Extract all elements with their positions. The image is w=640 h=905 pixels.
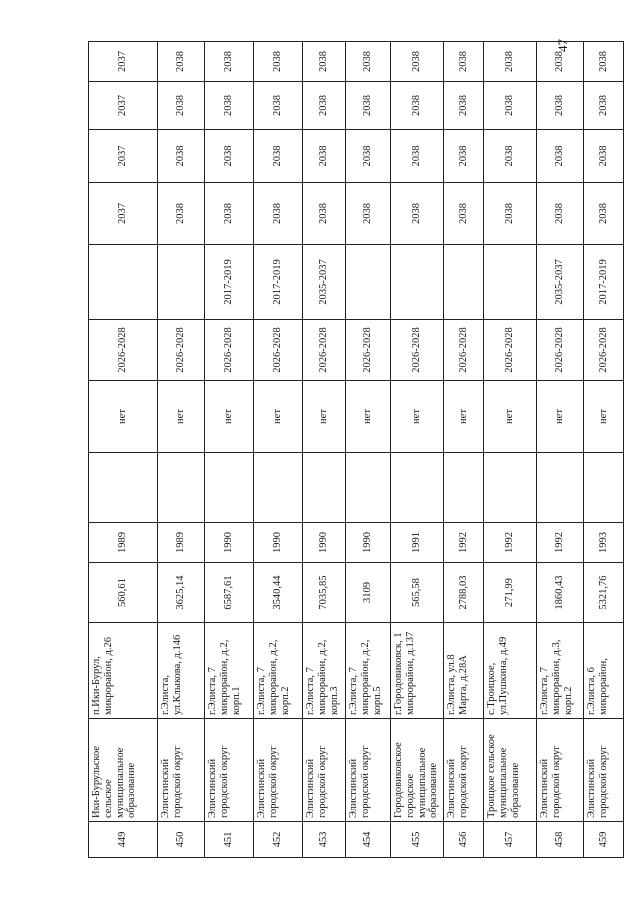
table-row bbox=[89, 42, 158, 858]
housing-table bbox=[88, 41, 624, 858]
cell-owner: Элистинский городской округ bbox=[205, 719, 254, 822]
cell-addr: г.Элиста, 6 микрорайон, bbox=[584, 623, 624, 719]
cell-p2 bbox=[484, 245, 537, 320]
cell-empty bbox=[584, 453, 624, 523]
cell-y4: 2038 bbox=[205, 42, 254, 82]
cell-y2: 2038 bbox=[346, 130, 391, 183]
cell-y1: 2038 bbox=[391, 183, 444, 245]
cell-y2: 2038 bbox=[254, 130, 303, 183]
cell-p1: 2026-2028 bbox=[89, 320, 158, 381]
cell-flag: нет bbox=[158, 381, 205, 453]
cell-n: 455 bbox=[391, 822, 444, 858]
cell-y3: 2038 bbox=[346, 82, 391, 130]
cell-empty bbox=[158, 453, 205, 523]
cell-y1: 2038 bbox=[158, 183, 205, 245]
cell-area: 7035,85 bbox=[303, 563, 346, 623]
cell-addr: п.Ики-Бурул, микрорайон, д.26 bbox=[89, 623, 158, 719]
cell-y4: 2038 bbox=[346, 42, 391, 82]
cell-p1: 2026-2028 bbox=[537, 320, 584, 381]
cell-n: 457 bbox=[484, 822, 537, 858]
table-row bbox=[254, 42, 303, 858]
cell-owner: Элистинский городской округ bbox=[346, 719, 391, 822]
cell-year: 1989 bbox=[158, 523, 205, 563]
cell-empty bbox=[537, 453, 584, 523]
cell-y3: 2038 bbox=[584, 82, 624, 130]
cell-p1: 2026-2028 bbox=[205, 320, 254, 381]
cell-p1: 2026-2028 bbox=[484, 320, 537, 381]
cell-empty bbox=[444, 453, 484, 523]
cell-y2: 2038 bbox=[391, 130, 444, 183]
cell-y1: 2038 bbox=[537, 183, 584, 245]
cell-flag: нет bbox=[391, 381, 444, 453]
cell-y2: 2038 bbox=[537, 130, 584, 183]
cell-y1: 2038 bbox=[205, 183, 254, 245]
cell-area: 6587,61 bbox=[205, 563, 254, 623]
cell-owner: Элистинский городской округ bbox=[303, 719, 346, 822]
cell-p1: 2026-2028 bbox=[254, 320, 303, 381]
cell-flag: нет bbox=[89, 381, 158, 453]
cell-addr: г.Элиста, ул.8 Марта, д.28А bbox=[444, 623, 484, 719]
cell-year: 1992 bbox=[444, 523, 484, 563]
table-row bbox=[158, 42, 205, 858]
cell-empty bbox=[303, 453, 346, 523]
cell-addr: г.Городовиковск, 1 микрорайон, д.137 bbox=[391, 623, 444, 719]
cell-n: 459 bbox=[584, 822, 624, 858]
cell-p1: 2026-2028 bbox=[158, 320, 205, 381]
cell-addr: с.Троицкое, ул.Пушкина, д.49 bbox=[484, 623, 537, 719]
cell-area: 271,99 bbox=[484, 563, 537, 623]
table-row bbox=[346, 42, 391, 858]
cell-area: 565,58 bbox=[391, 563, 444, 623]
cell-flag: нет bbox=[346, 381, 391, 453]
cell-n: 450 bbox=[158, 822, 205, 858]
cell-owner: Ики-Бурульское сельское муниципальное образование bbox=[89, 719, 158, 822]
cell-owner: Элистинский городской округ bbox=[584, 719, 624, 822]
cell-year: 1991 bbox=[391, 523, 444, 563]
table-row bbox=[303, 42, 346, 858]
cell-year: 1989 bbox=[89, 523, 158, 563]
cell-y3: 2038 bbox=[205, 82, 254, 130]
cell-p2: 2017-2019 bbox=[205, 245, 254, 320]
cell-y2: 2038 bbox=[205, 130, 254, 183]
cell-p2 bbox=[391, 245, 444, 320]
cell-area: 3109 bbox=[346, 563, 391, 623]
cell-y4: 2038 bbox=[537, 42, 584, 82]
cell-y3: 2038 bbox=[254, 82, 303, 130]
cell-y3: 2038 bbox=[444, 82, 484, 130]
cell-y4: 2038 bbox=[303, 42, 346, 82]
cell-y2: 2038 bbox=[484, 130, 537, 183]
cell-p1: 2026-2028 bbox=[444, 320, 484, 381]
cell-y3: 2038 bbox=[537, 82, 584, 130]
cell-year: 1990 bbox=[254, 523, 303, 563]
cell-owner: Элистинский городской округ bbox=[444, 719, 484, 822]
cell-y1: 2038 bbox=[254, 183, 303, 245]
cell-y2: 2038 bbox=[158, 130, 205, 183]
cell-year: 1993 bbox=[584, 523, 624, 563]
cell-p2 bbox=[346, 245, 391, 320]
cell-flag: нет bbox=[303, 381, 346, 453]
table-row bbox=[205, 42, 254, 858]
cell-y3: 2037 bbox=[89, 82, 158, 130]
page-number: 47 bbox=[555, 39, 570, 52]
cell-y3: 2038 bbox=[158, 82, 205, 130]
cell-y1: 2038 bbox=[346, 183, 391, 245]
table-row bbox=[584, 42, 624, 858]
cell-p1: 2026-2028 bbox=[346, 320, 391, 381]
cell-y4: 2038 bbox=[391, 42, 444, 82]
cell-year: 1992 bbox=[537, 523, 584, 563]
cell-y4: 2038 bbox=[158, 42, 205, 82]
cell-p2 bbox=[444, 245, 484, 320]
cell-addr: г.Элиста, 7 микрорайон, д.2, корп.2 bbox=[254, 623, 303, 719]
cell-empty bbox=[484, 453, 537, 523]
cell-flag: нет bbox=[584, 381, 624, 453]
cell-area: 3540,44 bbox=[254, 563, 303, 623]
cell-year: 1990 bbox=[205, 523, 254, 563]
cell-p2 bbox=[89, 245, 158, 320]
cell-n: 453 bbox=[303, 822, 346, 858]
cell-owner: Элистинский городской округ bbox=[254, 719, 303, 822]
cell-p2: 2017-2019 bbox=[584, 245, 624, 320]
cell-p2: 2017-2019 bbox=[254, 245, 303, 320]
cell-p2 bbox=[158, 245, 205, 320]
cell-p1: 2026-2028 bbox=[303, 320, 346, 381]
cell-p1: 2026-2028 bbox=[391, 320, 444, 381]
cell-n: 458 bbox=[537, 822, 584, 858]
cell-addr: г.Элиста, 7 микрорайон, д.2, корп.5 bbox=[346, 623, 391, 719]
cell-addr: г.Элиста, ул.Клыкова, д.146 bbox=[158, 623, 205, 719]
cell-y1: 2038 bbox=[484, 183, 537, 245]
cell-area: 1860,43 bbox=[537, 563, 584, 623]
cell-year: 1992 bbox=[484, 523, 537, 563]
cell-p1: 2026-2028 bbox=[584, 320, 624, 381]
cell-addr: г.Элиста, 7 микрорайон, д.3, корп.2 bbox=[537, 623, 584, 719]
cell-owner: Элистинский городской округ bbox=[158, 719, 205, 822]
cell-y3: 2038 bbox=[484, 82, 537, 130]
cell-area: 3625,14 bbox=[158, 563, 205, 623]
cell-n: 449 bbox=[89, 822, 158, 858]
cell-y4: 2037 bbox=[89, 42, 158, 82]
cell-empty bbox=[205, 453, 254, 523]
cell-y1: 2037 bbox=[89, 183, 158, 245]
cell-y2: 2038 bbox=[303, 130, 346, 183]
cell-p2: 2035-2037 bbox=[303, 245, 346, 320]
cell-area: 560,61 bbox=[89, 563, 158, 623]
cell-p2: 2035-2037 bbox=[537, 245, 584, 320]
cell-empty bbox=[346, 453, 391, 523]
cell-y1: 2038 bbox=[303, 183, 346, 245]
cell-y2: 2038 bbox=[444, 130, 484, 183]
cell-n: 454 bbox=[346, 822, 391, 858]
cell-empty bbox=[89, 453, 158, 523]
cell-flag: нет bbox=[205, 381, 254, 453]
cell-year: 1990 bbox=[303, 523, 346, 563]
cell-y4: 2038 bbox=[444, 42, 484, 82]
cell-addr: г.Элиста, 7 микрорайон, д.2, корп.1 bbox=[205, 623, 254, 719]
cell-y2: 2037 bbox=[89, 130, 158, 183]
cell-empty bbox=[254, 453, 303, 523]
cell-area: 5321,76 bbox=[584, 563, 624, 623]
cell-owner: Городовиковское городское муниципальное образование bbox=[391, 719, 444, 822]
table-row bbox=[391, 42, 444, 858]
table-row bbox=[484, 42, 537, 858]
cell-empty bbox=[391, 453, 444, 523]
cell-flag: нет bbox=[484, 381, 537, 453]
table-row bbox=[537, 42, 584, 858]
cell-area: 2788,03 bbox=[444, 563, 484, 623]
cell-n: 452 bbox=[254, 822, 303, 858]
cell-flag: нет bbox=[444, 381, 484, 453]
cell-y3: 2038 bbox=[303, 82, 346, 130]
cell-y4: 2038 bbox=[584, 42, 624, 82]
cell-y3: 2038 bbox=[391, 82, 444, 130]
cell-y2: 2038 bbox=[584, 130, 624, 183]
cell-owner: Троицкое сельское муниципальное образование bbox=[484, 719, 537, 822]
cell-y4: 2038 bbox=[254, 42, 303, 82]
table-row bbox=[444, 42, 484, 858]
cell-addr: г.Элиста, 7 микрорайон, д.2, корп.3 bbox=[303, 623, 346, 719]
cell-n: 451 bbox=[205, 822, 254, 858]
cell-y1: 2038 bbox=[444, 183, 484, 245]
cell-flag: нет bbox=[254, 381, 303, 453]
cell-flag: нет bbox=[537, 381, 584, 453]
cell-n: 456 bbox=[444, 822, 484, 858]
cell-y4: 2038 bbox=[484, 42, 537, 82]
cell-y1: 2038 bbox=[584, 183, 624, 245]
cell-owner: Элистинский городской округ bbox=[537, 719, 584, 822]
cell-year: 1990 bbox=[346, 523, 391, 563]
